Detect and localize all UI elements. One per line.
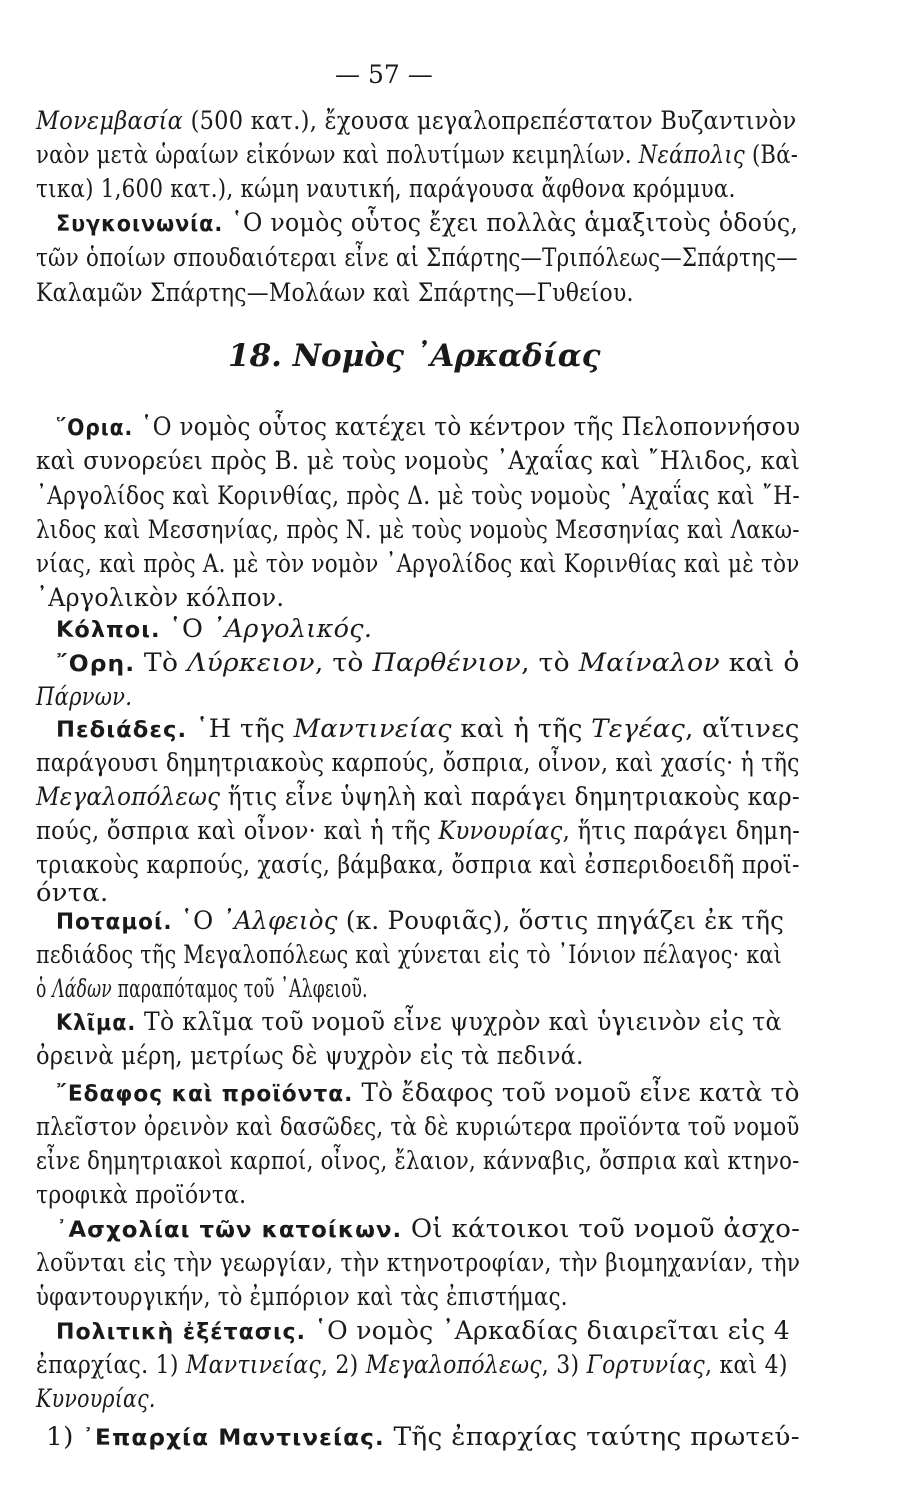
text-line: [36, 140, 798, 170]
run-in-heading: Πολιτικὴ ἐξέτασις.: [56, 1320, 307, 1345]
text-line: [36, 816, 800, 846]
text-run: ὀρεινὰ μέρη, μετρίως δὲ ψυχρὸν εἰς τὰ πεδινά.: [36, 1041, 584, 1070]
text-line: [36, 1384, 156, 1414]
text-line: [46, 1422, 800, 1454]
text-run: τῶν ὁποίων σπουδαιότεραι εἶνε αἱ Σπάρτης—Τριπόλεως—Σπάρτης—: [36, 243, 798, 272]
text-run: ῾Ο: [172, 906, 222, 935]
text-line: [56, 648, 800, 680]
italic-text: Νεάπολις: [638, 140, 745, 169]
text-run: ναὸν μετὰ ὡραίων εἰκόνων καὶ πολυτίμων κειμηλίων.: [36, 140, 639, 169]
run-in-heading: ῞Ορια.: [56, 416, 134, 441]
text-line: [36, 1041, 584, 1071]
italic-text: Λάδων: [52, 974, 112, 1003]
run-in-heading: Κλῖμα.: [56, 1011, 137, 1036]
text-run: λοῦνται εἰς τὴν γεωργίαν, τὴν κτηνοτροφίαν, τὴν βιομηχανίαν, τὴν: [36, 1248, 801, 1277]
text-line: [36, 106, 796, 136]
italic-text: Μαντινείας: [185, 1350, 321, 1379]
text-run: λιδος καὶ Μεσσηνίας, πρὸς Ν. μὲ τοὺς νομοὺς Μεσσηνίας καὶ Λακω-: [36, 515, 800, 544]
text-run: νίας, καὶ πρὸς Α. μὲ τὸν νομὸν ᾿Αργολίδος καὶ Κορινθίας καὶ μὲ τὸν: [36, 549, 800, 578]
text-line: [56, 412, 800, 444]
text-line: [56, 1078, 800, 1110]
text-run: πούς, ὄσπρια καὶ οἶνον· καὶ ἡ τῆς: [36, 816, 439, 845]
text-line: [36, 782, 800, 812]
italic-text: Γορτυνίας: [586, 1350, 705, 1379]
text-run: καὶ ὁ: [719, 648, 800, 677]
text-line: [36, 243, 798, 273]
text-line: [56, 714, 800, 746]
run-in-heading: Ποταμοί.: [56, 910, 173, 935]
text-run: πεδιάδος τῆς Μεγαλοπόλεως καὶ χύνεται εἰς τὸ ᾿Ιόνιον πέλαγος· καὶ: [36, 940, 783, 969]
text-line: [56, 1316, 790, 1348]
text-run: Καλαμῶν Σπάρτης—Μολάων καὶ Σπάρτης—Γυθείου.: [36, 278, 634, 307]
text-line: [36, 974, 368, 1004]
italic-text: Μονεμβασία: [36, 106, 184, 135]
text-run: ῾Ο: [160, 614, 212, 643]
text-line: [56, 906, 784, 938]
text-run: ῾Ο νομὸς οὗτος κατέχει τὸ κέντρον τῆς Πελοποννήσου: [133, 412, 801, 441]
text-run: παράγουσι δημητριακοὺς καρπούς, ὄσπρια, οἶνον, καὶ χασίς· ἡ τῆς: [36, 748, 800, 777]
text-run: , τὸ: [521, 648, 579, 677]
run-in-heading: ῎Εδαφος καὶ προϊόντα.: [56, 1082, 354, 1107]
italic-text: Πάρνων.: [36, 682, 133, 711]
text-run: καὶ ἡ τῆς: [451, 714, 592, 743]
text-line: [36, 682, 132, 712]
text-line: [36, 1180, 246, 1210]
italic-text: Κυνουρίας.: [36, 1384, 156, 1413]
text-line: [36, 481, 800, 511]
text-line: [36, 549, 800, 579]
text-line: [36, 278, 634, 308]
italic-text: Μεγαλοπόλεως: [36, 782, 221, 811]
text-run: ἥτις εἶνε ὑψηλὴ καὶ παράγει δημητριακοὺς καρ-: [220, 782, 800, 811]
text-line: [36, 446, 800, 476]
italic-text: Παρθένιον: [372, 648, 522, 677]
text-run: , τὸ: [314, 648, 373, 677]
run-in-heading: Πεδιάδες.: [56, 718, 188, 743]
text-line: [36, 850, 800, 880]
text-line: [36, 878, 108, 908]
text-run: όντα.: [36, 878, 109, 907]
page-number: — 57 —: [335, 60, 433, 89]
text-run: Τὸ κλῖμα τοῦ νομοῦ εἶνε ψυχρὸν καὶ ὑγιεινὸν εἰς τὰ: [136, 1007, 782, 1036]
text-run: ᾿Αργολίδος καὶ Κορινθίας, πρὸς Δ. μὲ τοὺς νομοὺς ᾿Αχαΐας καὶ ῎Η-: [36, 481, 801, 510]
text-run: Τὸ: [135, 648, 188, 677]
text-run: ᾿Αργολικὸν κόλπον.: [36, 583, 285, 612]
text-run: , ἥτις παράγει δημη-: [562, 816, 801, 845]
italic-text: Μαντινείας: [293, 714, 452, 743]
text-line: [36, 174, 736, 204]
text-run: ῾Η τῆς: [187, 714, 294, 743]
text-line: [36, 1282, 568, 1312]
text-run: Τῆς ἐπαρχίας ταύτης πρωτεύ-: [384, 1422, 801, 1451]
run-in-heading: ᾿Επαρχία Μαντινείας.: [82, 1426, 385, 1451]
italic-text: Μεγαλοπόλεως: [365, 1350, 542, 1379]
run-in-heading: ῎Ορη.: [56, 652, 136, 677]
text-run: τριακοὺς καρπούς, χασίς, βάμβακα, ὄσπρια καὶ ἐσπεριδοειδῆ προϊ-: [36, 850, 800, 879]
text-run: (500 κατ.), ἔχουσα μεγαλοπρεπέστατον Βυζαντινὸν: [183, 106, 797, 135]
text-run: (Βά-: [744, 140, 799, 169]
text-run: τικα) 1,600 κατ.), κώμη ναυτική, παράγουσα ἄφθονα κρόμμυα.: [36, 174, 736, 203]
text-run: τροφικὰ προϊόντα.: [36, 1180, 247, 1209]
text-run: 1): [46, 1422, 83, 1451]
text-line: [56, 614, 372, 646]
text-line: [56, 208, 798, 240]
text-line: [36, 940, 782, 970]
text-run: ἐπαρχίας. 1): [36, 1350, 186, 1379]
text-line: [36, 583, 284, 613]
text-run: ὑφαντουργικήν, τὸ ἐμπόριον καὶ τὰς ἐπιστήμας.: [36, 1282, 568, 1311]
run-in-heading: Κόλποι.: [56, 618, 161, 643]
run-in-heading: ᾿Ασχολίαι τῶν κατοίκων.: [56, 1218, 403, 1243]
italic-text: Τεγέας: [591, 714, 686, 743]
text-line: [36, 1112, 800, 1142]
italic-text: ᾿Αργολικός.: [211, 614, 373, 643]
text-run: ὁ: [36, 974, 53, 1003]
text-line: [56, 1214, 800, 1246]
text-run: ῾Ο νομὸς ᾿Αρκαδίας διαιρεῖται εἰς 4: [306, 1316, 791, 1345]
text-run: πλεῖστον ὀρεινὸν καὶ δασῶδες, τὰ δὲ κυριώτερα προϊόντα τοῦ νομοῦ: [36, 1112, 800, 1141]
text-run: , 3): [541, 1350, 587, 1379]
italic-text: Μαίναλον: [578, 648, 720, 677]
text-run: καὶ συνορεύει πρὸς Β. μὲ τοὺς νομοὺς ᾿Αχαΐας καὶ ῎Ηλιδος, καὶ: [36, 446, 801, 475]
italic-text: Λύρκειον: [187, 648, 315, 677]
text-line: [36, 1146, 800, 1176]
text-run: Τὸ ἔδαφος τοῦ νομοῦ εἶνε κατὰ τὸ: [353, 1078, 800, 1107]
italic-text: ᾿Αλφειὸς: [221, 906, 338, 935]
text-line: [36, 515, 800, 545]
text-line: [56, 1007, 782, 1039]
text-line: [36, 1248, 800, 1278]
text-run: , 2): [320, 1350, 366, 1379]
text-run: ῾Ο νομὸς οὗτος ἔχει πολλὰς ἁμαξιτοὺς ὁδούς,: [223, 208, 799, 237]
italic-text: Κυνουρίας: [438, 816, 563, 845]
text-line: [36, 748, 800, 778]
text-run: εἶνε δημητριακοὶ καρποί, οἶνος, ἔλαιον, κάνναβις, ὄσπρια καὶ κτηνο-: [36, 1146, 800, 1175]
text-run: (κ. Ρουφιᾶς), ὅστις πηγάζει ἐκ τῆς: [337, 906, 785, 935]
run-in-heading: Συγκοινωνία.: [56, 212, 224, 237]
text-run: παραπόταμος τοῦ ᾿Αλφειοῦ.: [111, 974, 368, 1003]
text-line: [36, 1350, 788, 1380]
text-run: , αἵτινες: [685, 714, 800, 743]
section-title: 18. Νομὸς ᾿Αρκαδίας: [228, 338, 601, 374]
text-run: Οἱ κάτοικοι τοῦ νομοῦ ἀσχο-: [402, 1214, 801, 1243]
text-run: , καὶ 4): [704, 1350, 788, 1379]
